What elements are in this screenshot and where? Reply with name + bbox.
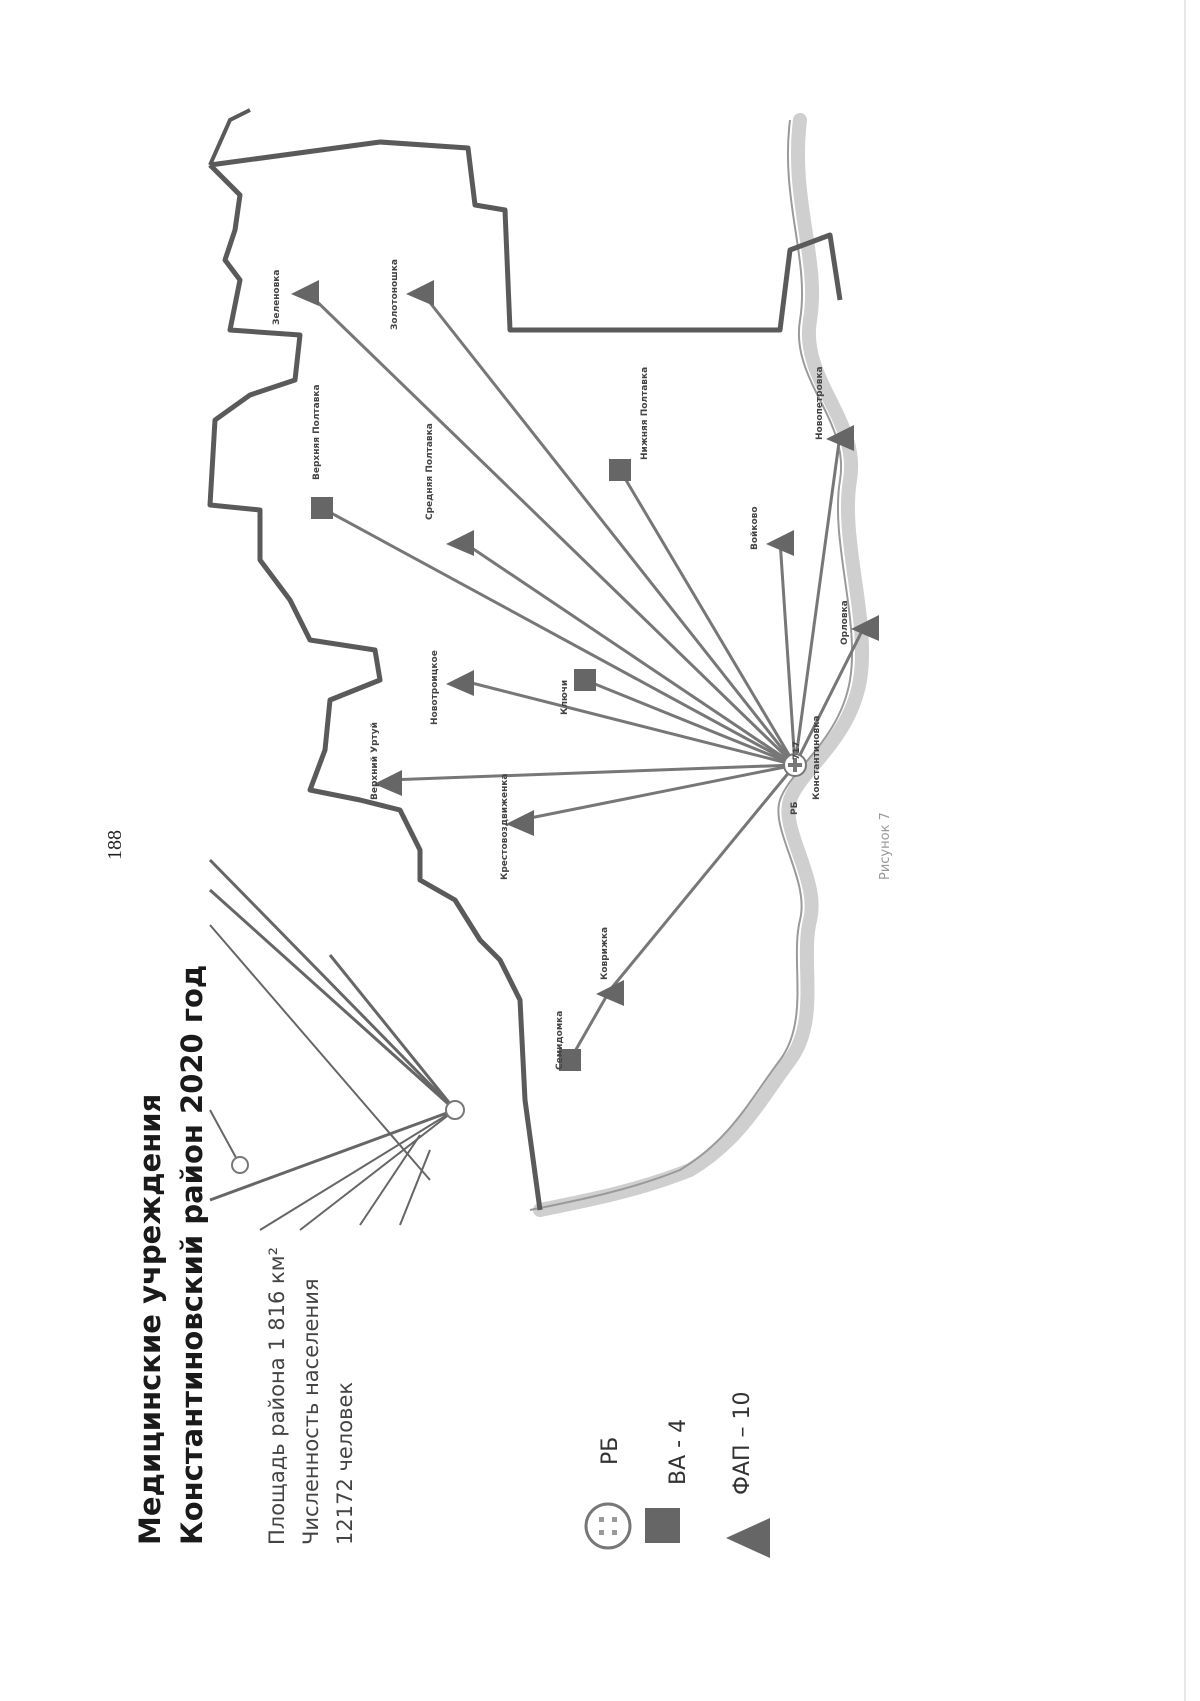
- label-semidomka: Семидомка: [555, 1010, 565, 1070]
- label-kovrizhka: Коврижка: [600, 926, 610, 980]
- rb-legend-cross-h: [595, 1522, 621, 1530]
- title-line-1: Медицинские учреждения: [133, 1093, 167, 1545]
- label-krestovozdvizhenka: Крестовоздвиженка: [500, 773, 510, 880]
- label-zelenovka: Зеленовка: [272, 269, 282, 325]
- population-label: Численность населения: [299, 1278, 323, 1545]
- road-line: [210, 1110, 240, 1165]
- link-3: [460, 540, 795, 765]
- road-line: [210, 890, 455, 1110]
- road-line: [300, 1110, 455, 1230]
- label-zolotonoshka: Золотоношка: [390, 259, 400, 330]
- link-8: [460, 680, 795, 765]
- legend-va-label: ВА - 4: [666, 1418, 691, 1485]
- river: [540, 120, 862, 1210]
- va-marker: [609, 459, 631, 481]
- neighbour-border: [210, 110, 250, 165]
- fap-marker: [291, 280, 319, 306]
- fap-marker: [406, 280, 434, 306]
- road-line: [210, 860, 455, 1110]
- hub-note: 717: [792, 741, 802, 760]
- fap-marker: [446, 670, 474, 696]
- va-legend-icon: [645, 1508, 680, 1543]
- fap-legend-symbol: [722, 1500, 772, 1560]
- link-2: [322, 508, 795, 765]
- hub-place-label: Константиновка: [812, 715, 822, 800]
- title-line-2: Константиновский район 2020 год: [175, 964, 209, 1545]
- label-orlovka: Орловка: [840, 600, 850, 645]
- hub-label: РБ: [790, 801, 800, 815]
- link-0: [305, 290, 795, 765]
- label-verkhnyaya-poltavka: Верхняя Полтавка: [312, 384, 322, 480]
- legend-fap-label: ФАП – 10: [730, 1391, 755, 1495]
- neighbour-hub-marker: [232, 1157, 248, 1173]
- legend-symbols: [575, 1478, 715, 1558]
- neighbour-hub-marker: [446, 1101, 464, 1119]
- fap-marker: [506, 810, 534, 836]
- road-line: [360, 1135, 420, 1225]
- label-voykovo: Войково: [750, 506, 760, 550]
- link-1: [420, 290, 795, 765]
- va-marker: [574, 669, 596, 691]
- figure-caption: Рисунок 7: [878, 812, 893, 880]
- link-4: [620, 470, 795, 765]
- fap-marker: [596, 980, 624, 1006]
- link-5: [780, 540, 795, 765]
- label-nizhnyaya-poltavka: Нижняя Полтавка: [640, 366, 650, 460]
- label-klyuchi: Ключи: [560, 679, 570, 715]
- page-number: 188: [104, 830, 126, 860]
- fap-legend-icon: [726, 1518, 770, 1558]
- label-novotroitskoe: Новотроицкое: [430, 650, 440, 725]
- legend-rb-label: РБ: [598, 1436, 623, 1465]
- population-value: 12172 человек: [333, 1381, 357, 1545]
- district-border: [210, 142, 840, 1210]
- hub-cross-h: [788, 763, 802, 767]
- fap-marker: [446, 530, 474, 556]
- va-marker: [311, 497, 333, 519]
- link-12: [610, 765, 795, 990]
- label-srednyaya-poltavka: Средняя Полтавка: [425, 423, 435, 520]
- label-verkhniy-urtuy: Верхний Уртуй: [370, 722, 380, 800]
- label-novopetrovka: Новопетровка: [815, 366, 825, 440]
- area-stat: Площадь района 1 816 км²: [265, 1247, 289, 1545]
